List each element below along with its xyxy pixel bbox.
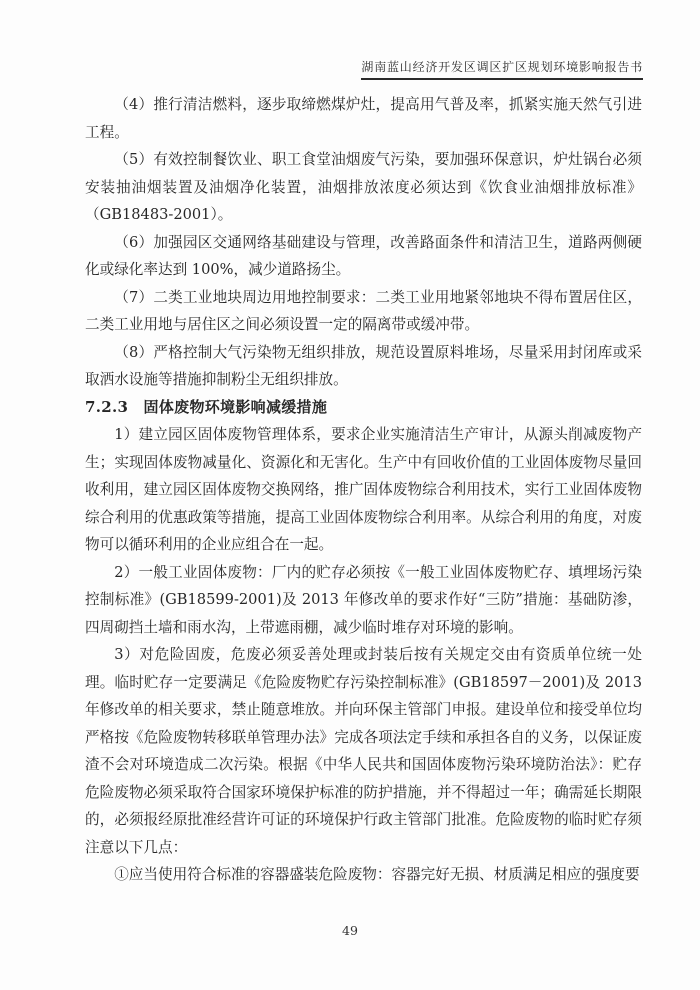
- document-body: [85, 91, 642, 889]
- paragraph-solid-waste-system: 1）建立园区固体废物管理体系，要求企业实施清洁生产审计，从源头削减废物产生；实现固体废物减量化、资源化和无害化。生产中有回收价值的工业固体废物尽量回收利用，建立园区固体废物交换网络，推广固体废物综合利用技术，实行工业固体废物综合利用的优惠政策等措施，提高工业固体废物综合利用率。从综合利用的角度，对废物可以循环利用的企业应组合在一起。: [85, 426, 642, 553]
- paragraph-8-fugitive-emission: （8）严格控制大气污染物无组织排放，规范设置原料堆场，尽量采用封闭库或采取洒水设施等措施抑制粉尘无组织排放。: [85, 343, 642, 388]
- paragraph-7-industrial-land: （7）二类工业地块周边用地控制要求：二类工业用地紧邻地块不得布置居住区，二类工业用地与居住区之间必须设置一定的隔离带或缓冲带。: [85, 288, 642, 333]
- paragraph-5-catering-fume: （5）有效控制餐饮业、职工食堂油烟废气污染，要加强环保意识，炉灶锅台必须安装抽油烟装置及油烟净化装置，油烟排放浓度必须达到《饮食业油烟排放标准》（GB18483-2001）。: [85, 151, 642, 223]
- running-header-title: 湖南蓝山经济开发区调区扩区规划环境影响报告书: [361, 58, 643, 80]
- paragraph-container-requirement: ①应当使用符合标准的容器盛装危险废物：容器完好无损、材质满足相应的强度要: [114, 866, 640, 883]
- section-heading-7-2-3: 7.2.3 固体废物环境影响减缓措施: [85, 397, 328, 416]
- paragraph-hazardous-waste: 3）对危险固废，危废必须妥善处理或封装后按有关规定交由有资质单位统一处理。临时贮存一定要满足《危险废物贮存污染控制标准》(GB18597－2001)及 2013 年修改单的相关要求，禁止随意堆放。并向环保主管部门申报。建设单位和接受单位均严格按《危险废物转移联单管理办法》完成各项法定手续和承担各自的义务，以保证废渣不会对环境造成二次污染。根据《中华人民共和国固体废物污染环境防治法》：贮存危险废物必须采取符合国家环境保护标准的防护措施，并不得超过一年；确需延长期限的，必须报经原批准经营许可证的环境保护行政主管部门批准。危险废物的临时贮存须注意以下几点：: [85, 646, 642, 856]
- paragraph-general-solid-waste: 2）一般工业固体废物：厂内的贮存必须按《一般工业固体废物贮存、填埋场污染控制标准》(GB18599-2001)及 2013 年修改单的要求作好“三防”措施：基础防渗，四周砌挡土墙和雨水沟，上带遮雨棚，减少临时堆存对环境的影响。: [85, 563, 642, 636]
- running-header: [361, 58, 643, 80]
- paragraph-6-road-network: （6）加强园区交通网络基础建设与管理，改善路面条件和清洁卫生，道路两侧硬化或绿化率达到 100%，减少道路扬尘。: [85, 233, 642, 278]
- paragraph-4-clean-fuel: （4）推行清洁燃料，逐步取缔燃煤炉灶，提高用气普及率，抓紧实施天然气引进工程。: [85, 96, 642, 141]
- page-number: 49: [342, 923, 358, 938]
- page-footer: [0, 923, 700, 938]
